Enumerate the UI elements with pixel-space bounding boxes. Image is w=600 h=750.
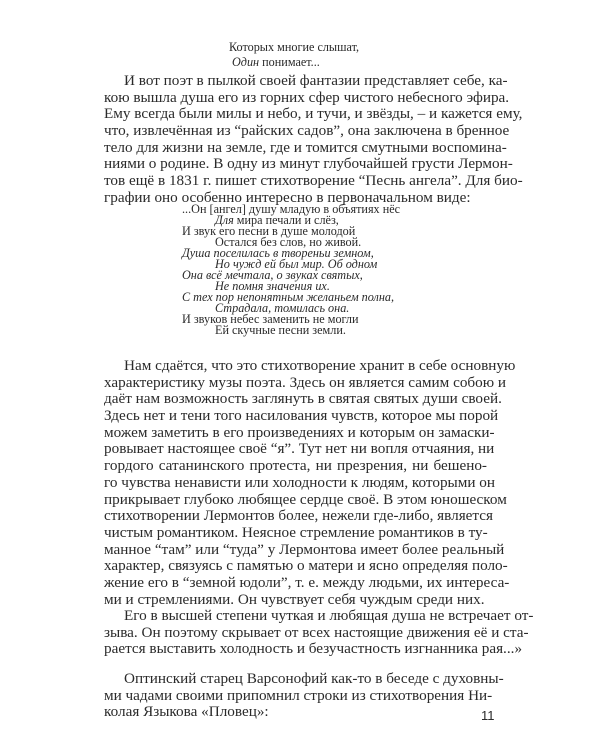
text-line: зыва. Он поэтому скрывает от всех настоящие движения её и ста- — [104, 623, 529, 641]
poem-line: Остался без слов, но живой. — [215, 235, 362, 249]
text-line: жение его в “земной юдоли”, т. е. между людьми, их интереса- — [104, 573, 510, 591]
poem-line: ...Он [ангел] душу младую в объятиях нёс — [182, 202, 401, 216]
text-line: колая Языкова «Пловец»: — [104, 703, 269, 721]
text-line: кою вышла душа его из горних сфер чистого небесного эфира. — [104, 88, 510, 106]
text-line: можем заметить в его произведениях и которым он замаски- — [104, 423, 495, 441]
epigraph-line: Которых многие слышат, — [229, 40, 360, 54]
text-line: стихотворении Лермонтов более, нежели где-либо, является — [104, 507, 493, 525]
epigraph-line: Один понимает... — [232, 55, 320, 69]
poem-line: Ей скучные песни земли. — [215, 323, 346, 337]
text-line: прикрывает глубоко любящее сердце своё. В этом юношеском — [104, 490, 507, 508]
poem-line: Не помня значения их. — [215, 279, 330, 293]
text-line: го чувства ненависти или холодности к людям, которыми он — [104, 473, 496, 491]
paragraph-2 — [104, 357, 516, 608]
paragraph-3 — [104, 607, 534, 658]
text-line: графии оно особенно интересно в первоначальном виде: — [104, 188, 471, 206]
text-line: Здесь нет и тени того насилования чувств, которое мы порой — [104, 407, 499, 425]
text-line: ми и стремлениями. Он чувствует себя чуждым среди них. — [104, 590, 485, 608]
poem-line: Она всё мечтала, о звуках святых, — [182, 268, 363, 282]
paragraph-1 — [104, 72, 523, 207]
text-line: гордого сатанинского протеста, ни презрения, ни бешено- — [104, 457, 487, 475]
poem-quote — [182, 204, 400, 336]
text-line: Его в высшей степени чуткая и любящая душа не встречает от- — [124, 607, 534, 624]
text-line: манное “там” или “туда” у Лермонтова имеет более реальный — [104, 540, 505, 558]
text-line: Нам сдаётся, что это стихотворение хранит в себе основную — [124, 357, 516, 374]
poem-line: Душа поселилась в твореньи земном, — [182, 246, 374, 260]
poem-text: мира печали и слёз, — [233, 213, 339, 227]
epigraph — [229, 40, 359, 70]
poem-line: Но чужд ей был мир. Об одном — [215, 257, 378, 271]
poem-line: С тех пор непонятным желаньем полна, — [182, 290, 395, 304]
text-line: тов ещё в 1831 г. пишет стихотворение “Песнь ангела”. Для био- — [104, 172, 523, 190]
text-line: рается выставить холодность и безучастность изгнанника рая...» — [104, 640, 523, 658]
text-line: характер, связуясь с памятью о матери и ясно определяя поло- — [104, 557, 508, 575]
poem-italic-word: Для — [215, 213, 234, 227]
text-line: Оптинский старец Варсонофий как-то в беседе с духовны- — [124, 670, 504, 687]
text-line: чистым романтиком. Неясное стремление романтиков в ту- — [104, 523, 488, 541]
text-line: даёт нам возможность заглянуть в святая святых души своей. — [104, 390, 502, 408]
text-line: Ему всегда были милы и небо, и тучи, и звёзды, – и кажется ему, — [104, 105, 523, 123]
text-line: ми чадами своими припомнил строки из стихотворения Ни- — [104, 686, 493, 704]
poem-line: Страдала, томилась она. — [215, 301, 350, 315]
text-line: И вот поэт в пылкой своей фантазии представляет себе, ка- — [124, 72, 508, 89]
poem-line: И звуков небес заменить не могли — [182, 312, 359, 326]
text-line: ровывает настоящее своё “я”. Тут нет ни вопля отчаяния, ни — [104, 440, 495, 458]
page-number: 11 — [481, 708, 495, 723]
poem-line: И звук его песни в душе молодой — [182, 224, 356, 238]
text-line: что, извлечённая из “райских садов”, она заключена в бренное — [104, 122, 510, 140]
text-line: характеристику музы поэта. Здесь он является самим собою и — [104, 373, 507, 391]
text-line: ниями о родине. В одну из минут глубочайшей грусти Лермон- — [104, 155, 513, 173]
text-line: тело для жизни на земле, где и томится смутными воспомина- — [104, 138, 507, 156]
